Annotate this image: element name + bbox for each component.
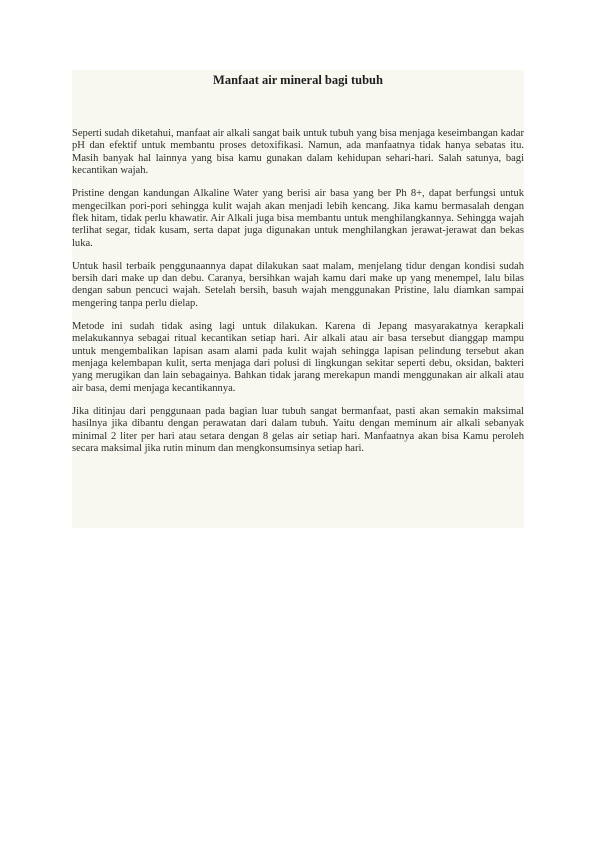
document-title: Manfaat air mineral bagi tubuh — [213, 73, 383, 87]
document-body — [72, 128, 524, 466]
paragraph-4: Metode ini sudah tidak asing lagi untuk dilakukan. Karena di Jepang masyarakatnya kerapkali melakukannya sebagai ritual kecantikan setiap hari. Air alkali atau air basa tersebut dianggap mampu untuk mengembalikan lapisan asam alami pada kulit wajah sehingga lapisan pelindung tersebut akan menjaga kelembapan kulit, serta menjaga dari polusi di lingkungan sekitar seperti debu, oksidan, bakteri yang merugikan dan lain sebagainya. Bahkan tidak jarang merekapun mandi menggunakan air alkali atau air basa, demi menjaga kecantikannya. — [72, 320, 524, 394]
document-block — [72, 70, 524, 528]
paragraph-1: Seperti sudah diketahui, manfaat air alkali sangat baik untuk tubuh yang bisa menjaga keseimbangan kadar pH dan efektif untuk membantu proses detoxifikasi. Namun, ada manfaatnya tidak hanya sebatas itu. Masih banyak hal lainnya yang bisa kamu gunakan dalam kehidupan sehari-hari. Salah satunya, bagi kecantikan wajah. — [72, 128, 524, 177]
paragraph-2: Pristine dengan kandungan Alkaline Water yang berisi air basa yang ber Ph 8+, dapat berfungsi untuk mengecilkan pori-pori sehingga kulit wajah akan menjadi lebih kencang. Jika kamu bermasalah dengan flek hitam, tidak perlu khawatir. Air Alkali juga bisa membantu untuk menghilangkannya. Sehingga wajah terlihat segar, tidak kusam, serta dapat juga digunakan untuk menghilangkan jerawat-jerawat dan bekas luka. — [72, 188, 524, 249]
paragraph-5: Jika ditinjau dari penggunaan pada bagian luar tubuh sangat bermanfaat, pasti akan semakin maksimal hasilnya jika dibantu dengan perawatan dari dalam tubuh. Yaitu dengan meminum air alkali sebanyak minimal 2 liter per hari atau setara dengan 8 gelas air setiap hari. Manfaatnya akan bisa Kamu peroleh secara maksimal jika rutin minum dan mengkonsumsinya setiap hari. — [72, 405, 524, 454]
paragraph-3: Untuk hasil terbaik penggunaannya dapat dilakukan saat malam, menjelang tidur dengan kondisi sudah bersih dari make up dan debu. Caranya, bersihkan wajah kamu dari make up yang menempel, lalu bilas dengan sabun pencuci wajah. Setelah bersih, basuh wajah menggunakan Pristine, lalu diamkan sampai mengering tanpa perlu dielap. — [72, 260, 524, 309]
